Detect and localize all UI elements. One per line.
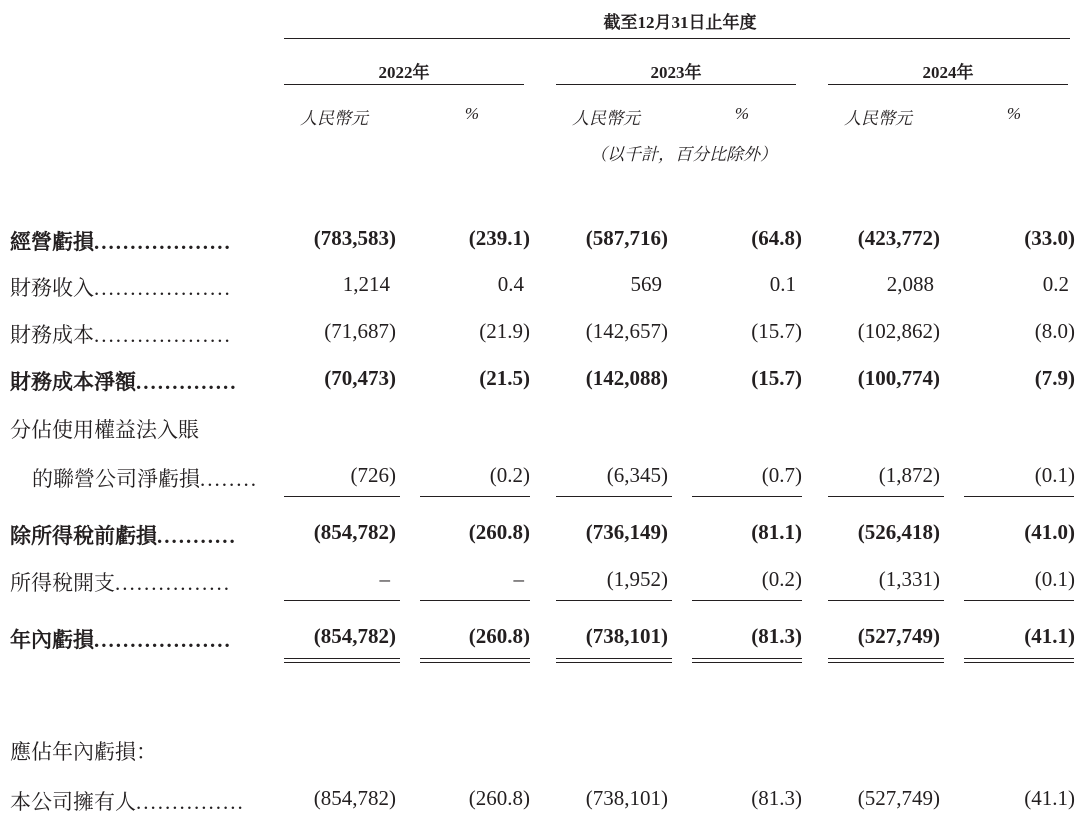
row-label: 分佔使用權益法入賬 [10,418,199,442]
cell-2023-pct: (81.3) [751,624,802,648]
year-2022-header: 2022年 [378,63,430,82]
cell-2023-pct: (15.7) [751,319,802,343]
cell-2024-rmb: (423,772) [857,226,940,250]
year-2024-rule [828,84,1068,85]
cell-2023-rmb: (587,716) [585,226,668,250]
row-label: 本公司擁有人............... [10,790,245,814]
cell-2024-pct: (0.1) [1034,567,1075,591]
cell-2023-pct: (81.1) [751,520,802,544]
total-double-rule [420,658,530,663]
cell-2023-pct: (15.7) [751,366,802,390]
cell-2024-rmb: (527,749) [857,624,940,648]
cell-2023-pct: (0.7) [761,463,802,487]
total-double-rule [964,658,1074,663]
cell-2023-pct: (0.2) [761,567,802,591]
row-label: 經營虧損................... [10,230,232,254]
cell-2022-rmb: (70,473) [324,366,396,390]
subtotal-rule [964,600,1074,601]
subtotal-rule [964,496,1074,497]
cell-2023-rmb: 569 [630,272,662,296]
cell-2023-rmb: (142,088) [585,366,668,390]
total-double-rule [556,658,672,663]
cell-2022-rmb: (854,782) [313,786,396,810]
subtotal-rule [828,600,944,601]
cell-2023-rmb: (738,101) [585,786,668,810]
row-label: 年內虧損................... [10,628,232,652]
total-double-rule [692,658,802,663]
table-row [0,624,1090,654]
year-2022-rule [284,84,524,85]
table-row [0,414,1090,444]
table-row [0,567,1090,597]
total-double-rule [284,658,400,663]
cell-2023-pct: (64.8) [751,226,802,250]
cell-2024-rmb: (102,862) [857,319,940,343]
cell-2024-pct: (41.1) [1024,786,1075,810]
cell-2022-rmb: (783,583) [313,226,396,250]
period-title-rule [284,38,1070,39]
cell-2022-pct: (260.8) [468,624,530,648]
total-double-rule [828,658,944,663]
row-label: 財務成本淨額.............. [10,370,238,394]
cell-2022-pct: – [513,567,524,591]
period-title: 截至12月31日止年度 [603,13,757,32]
cell-2024-pct: 0.2 [1042,272,1069,296]
subtotal-rule [828,496,944,497]
cell-2022-pct: (260.8) [468,520,530,544]
subtotal-rule [692,600,802,601]
subtotal-rule [284,496,400,497]
subtotal-rule [420,496,530,497]
table-row [0,786,1090,816]
cell-2022-rmb: – [379,567,390,591]
table-row [0,736,1090,766]
cell-2024-rmb: (1,872) [878,463,940,487]
cell-2024-rmb: (100,774) [857,366,940,390]
row-label: 應佔年內虧損： [10,740,157,764]
cell-2023-rmb: (142,657) [585,319,668,343]
table-row [0,319,1090,349]
subtotal-rule [692,496,802,497]
subtotal-rule [556,600,672,601]
cell-2022-rmb: (854,782) [313,520,396,544]
cell-2024-rmb: (1,331) [878,567,940,591]
cell-2023-rmb: (1,952) [606,567,668,591]
unit-note: （以千計，百分比除外） [590,145,777,164]
cell-2023-rmb: (6,345) [606,463,668,487]
cell-2023-pct: 0.1 [769,272,796,296]
cell-2024-pct: (7.9) [1034,366,1075,390]
row-label: 所得稅開支................ [10,571,231,595]
cell-2024-pct: (41.0) [1024,520,1075,544]
cell-2022-pct: 0.4 [497,272,524,296]
row-label: 的聯營公司淨虧損........ [32,467,258,491]
table-row [0,272,1090,302]
unit-pct-2022: % [464,104,480,123]
cell-2023-pct: (81.3) [751,786,802,810]
cell-2024-pct: (8.0) [1034,319,1075,343]
cell-2022-pct: (239.1) [468,226,530,250]
cell-2022-pct: (21.5) [479,366,530,390]
table-row [0,463,1090,493]
cell-2024-pct: (33.0) [1024,226,1075,250]
cell-2024-pct: (41.1) [1024,624,1075,648]
cell-2022-pct: (21.9) [479,319,530,343]
unit-pct-2024: % [1006,104,1022,123]
subtotal-rule [420,600,530,601]
unit-rmb-2022: 人民幣元 [300,109,368,128]
cell-2023-rmb: (738,101) [585,624,668,648]
cell-2022-rmb: (71,687) [324,319,396,343]
table-row [0,366,1090,396]
cell-2024-rmb: 2,088 [886,272,934,296]
cell-2022-pct: (0.2) [489,463,530,487]
subtotal-rule [284,600,400,601]
year-2023-rule [556,84,796,85]
cell-2024-rmb: (527,749) [857,786,940,810]
year-2023-header: 2023年 [650,63,702,82]
subtotal-rule [556,496,672,497]
cell-2024-rmb: (526,418) [857,520,940,544]
unit-rmb-2024: 人民幣元 [844,109,912,128]
row-label: 財務成本................... [10,323,232,347]
cell-2022-rmb: 1,214 [342,272,390,296]
year-2024-header: 2024年 [922,63,974,82]
cell-2024-pct: (0.1) [1034,463,1075,487]
row-label: 財務收入................... [10,276,232,300]
unit-pct-2023: % [734,104,750,123]
cell-2022-pct: (260.8) [468,786,530,810]
cell-2022-rmb: (854,782) [313,624,396,648]
cell-2023-rmb: (736,149) [585,520,668,544]
cell-2022-rmb: (726) [350,463,396,487]
table-row [0,226,1090,256]
row-label: 除所得稅前虧損........... [10,524,237,548]
table-row [0,520,1090,550]
unit-rmb-2023: 人民幣元 [572,109,640,128]
